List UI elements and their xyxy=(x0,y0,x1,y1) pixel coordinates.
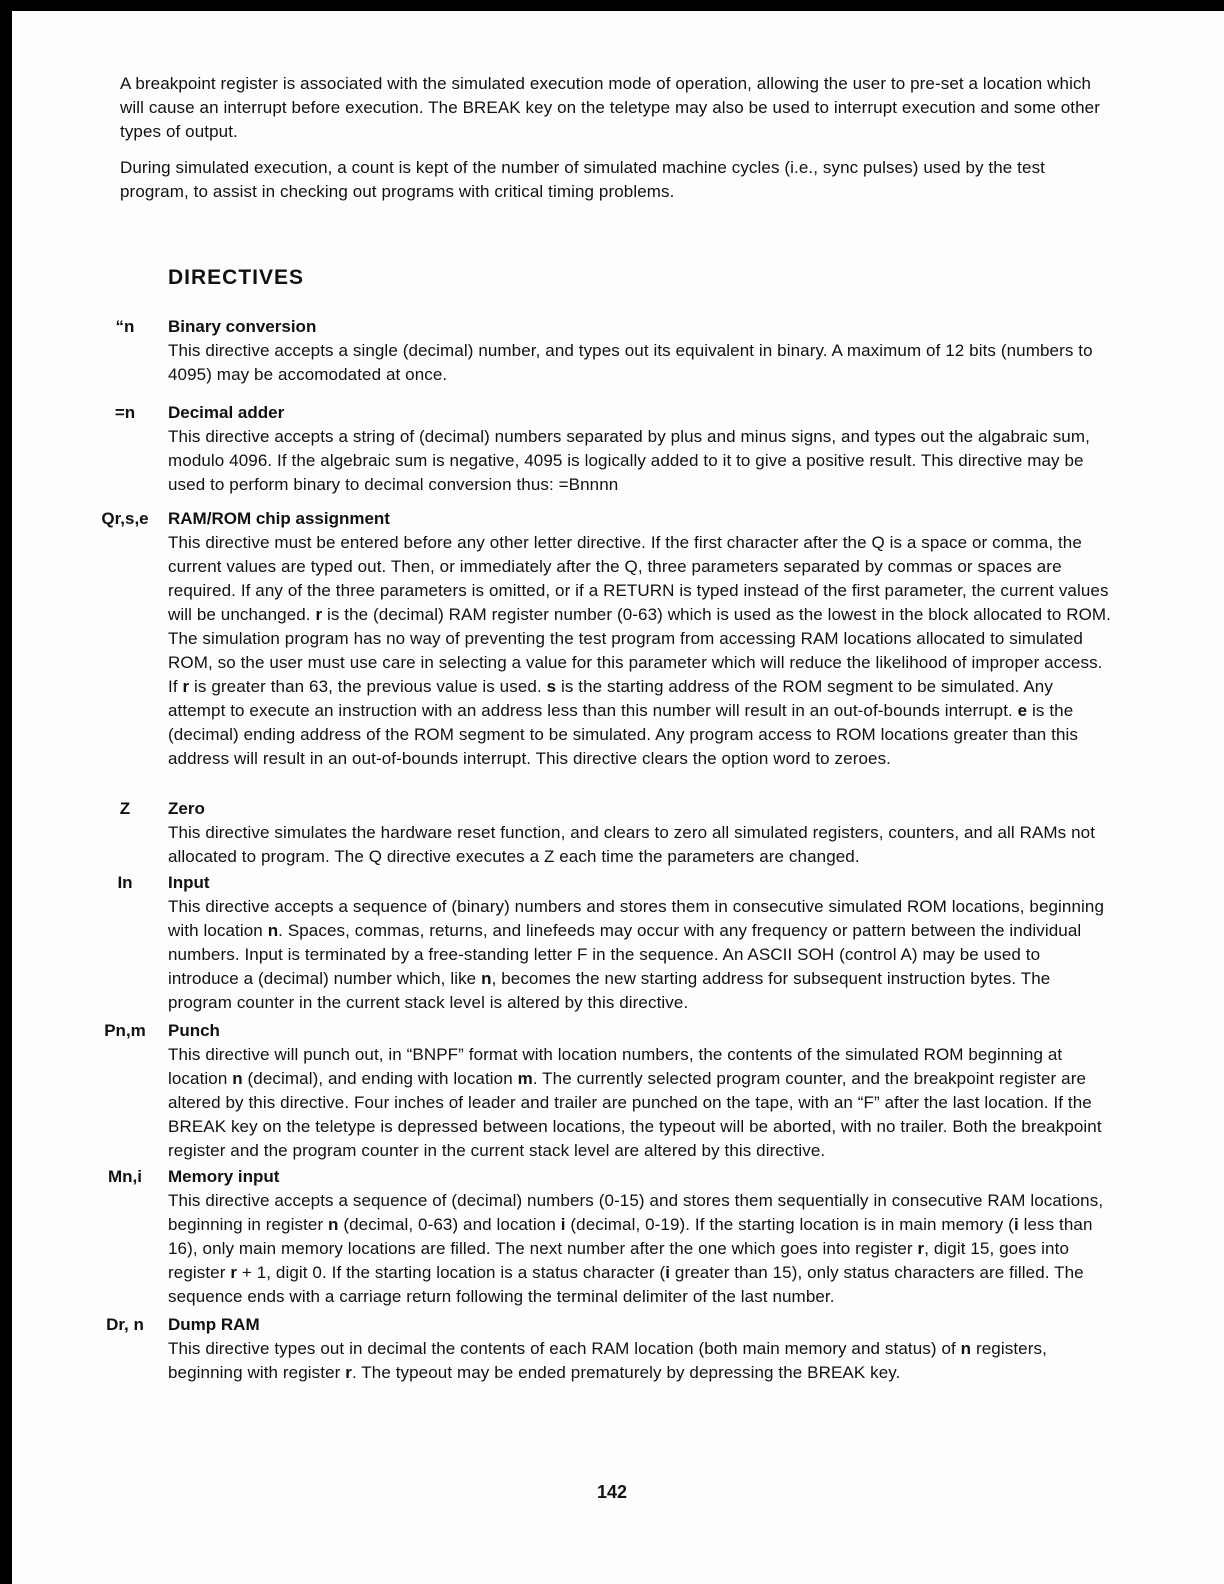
directive-body: This directive accepts a sequence of (decimal) numbers (0-15) and stores them sequentially in consecutive RAM locations, beginning in register n (decimal, 0-63) and location i (decimal, 0-19). If the starting location is in main memory (i less than 16), only main memory locations are filled. The next number after the one which goes into register r, digit 15, goes into register r + 1, digit 0. If the starting location is a status character (i greater than 15), only status characters are filled. The sequence ends with a carriage return following the terminal delimiter of the last number. xyxy=(168,1191,1104,1306)
directive-title: Binary conversion xyxy=(168,317,317,336)
directive-title: Input xyxy=(168,873,210,892)
directive-title: RAM/ROM chip assignment xyxy=(168,509,390,528)
directive-title: Dump RAM xyxy=(168,1315,260,1334)
intro-paragraph-1: A breakpoint register is associated with the simulated execution mode of operation, allowing the user to pre-set a location which will cause an interrupt before execution. The BREAK key on the teletype may also be used to interrupt execution and some other types of output. xyxy=(120,74,1100,141)
directive-entry xyxy=(85,1165,1115,1309)
directive-term: Dr, n xyxy=(106,1315,144,1334)
directive-title: Decimal adder xyxy=(168,403,285,422)
directive-body: This directive must be entered before any other letter directive. If the first character after the Q is a space or comma, the current values are typed out. Then, or immediately after the Q, three parameters separated by commas or spaces are required. If any of the three parameters is omitted, or if a RETURN is typed instead of the first parameter, the current values will be unchanged. r is the (decimal) RAM register number (0-63) which is used as the lowest in the block allocated to ROM. The simulation program has no way of preventing the test program from accessing RAM locations allocated to simulated ROM, so the user must use care in selecting a value for this parameter which will reduce the likelihood of improper access. If r is greater than 63, the previous value is used. s is the starting address of the ROM segment to be simulated. Any attempt to execute an instruction with an address less than this number will result in an out-of-bounds interrupt. e is the (decimal) ending address of the ROM segment to be simulated. Any program access to ROM locations greater than this address will result in an out-of-bounds interrupt. This directive clears the option word to zeroes. xyxy=(168,533,1112,768)
directive-body: This directive will punch out, in “BNPF” format with location numbers, the contents of the simulated ROM beginning at location n (decimal), and ending with location m. The currently selected program counter, and the breakpoint register are altered by this directive. Four inches of leader and trailer are punched on the tape, with an “F” after the last location. If the BREAK key on the teletype is depressed between locations, the typeout will be aborted, with no trailer. Both the breakpoint register and the program counter in the current stack level are altered by this directive. xyxy=(168,1045,1102,1160)
directive-entry xyxy=(85,797,1115,869)
directive-entry xyxy=(85,1019,1115,1163)
directive-term: Qr,s,e xyxy=(101,509,149,528)
directive-term: =n xyxy=(114,403,136,422)
directive-term: “n xyxy=(115,317,135,336)
directive-term: Z xyxy=(119,799,131,818)
directive-body: This directive accepts a single (decimal) number, and types out its equivalent in binary. A maximum of 12 bits (numbers to 4095) may be accomodated at once. xyxy=(168,341,1093,384)
scan-edge-left xyxy=(0,0,12,1584)
directive-term: In xyxy=(117,873,133,892)
scan-edge-top xyxy=(0,0,1224,11)
directive-entry xyxy=(85,315,1115,387)
directive-body: This directive accepts a sequence of (binary) numbers and stores them in consecutive simulated ROM locations, beginning with location n. Spaces, commas, returns, and linefeeds may occur with any frequency or pattern between the individual numbers. Input is terminated by a free-standing letter F in the sequence. An ASCII SOH (control A) may be used to introduce a (decimal) number which, like n, becomes the new starting address for subsequent instruction bytes. The program counter in the current stack level is altered by this directive. xyxy=(168,897,1105,1012)
directive-body: This directive accepts a string of (decimal) numbers separated by plus and minus signs, and types out the algabraic sum, modulo 4096. If the algebraic sum is negative, 4095 is logically added to it to give a positive result. This directive may be used to perform binary to decimal conversion thus: =Bnnnn xyxy=(168,427,1090,494)
section-heading: DIRECTIVES xyxy=(168,266,305,289)
directive-term: Pn,m xyxy=(104,1021,146,1040)
directive-entry xyxy=(85,871,1115,1015)
directive-body: This directive simulates the hardware reset function, and clears to zero all simulated registers, counters, and all RAMs not allocated to program. The Q directive executes a Z each time the parameters are changed. xyxy=(168,823,1096,866)
directive-title: Punch xyxy=(168,1021,220,1040)
intro-paragraph-2: During simulated execution, a count is kept of the number of simulated machine cycles (i.e., sync pulses) used by the test program, to assist in checking out programs with critical timing problems. xyxy=(120,158,1045,201)
directive-body: This directive types out in decimal the contents of each RAM location (both main memory and status) of n registers, beginning with register r. The typeout may be ended prematurely by depressing the BREAK key. xyxy=(168,1339,1047,1382)
directive-term: Mn,i xyxy=(108,1167,142,1186)
page-number: 142 xyxy=(596,1482,628,1502)
directive-entry xyxy=(85,1313,1115,1385)
directive-entry xyxy=(85,507,1115,771)
directive-entry xyxy=(85,401,1115,497)
directive-title: Memory input xyxy=(168,1167,280,1186)
directive-title: Zero xyxy=(168,799,205,818)
